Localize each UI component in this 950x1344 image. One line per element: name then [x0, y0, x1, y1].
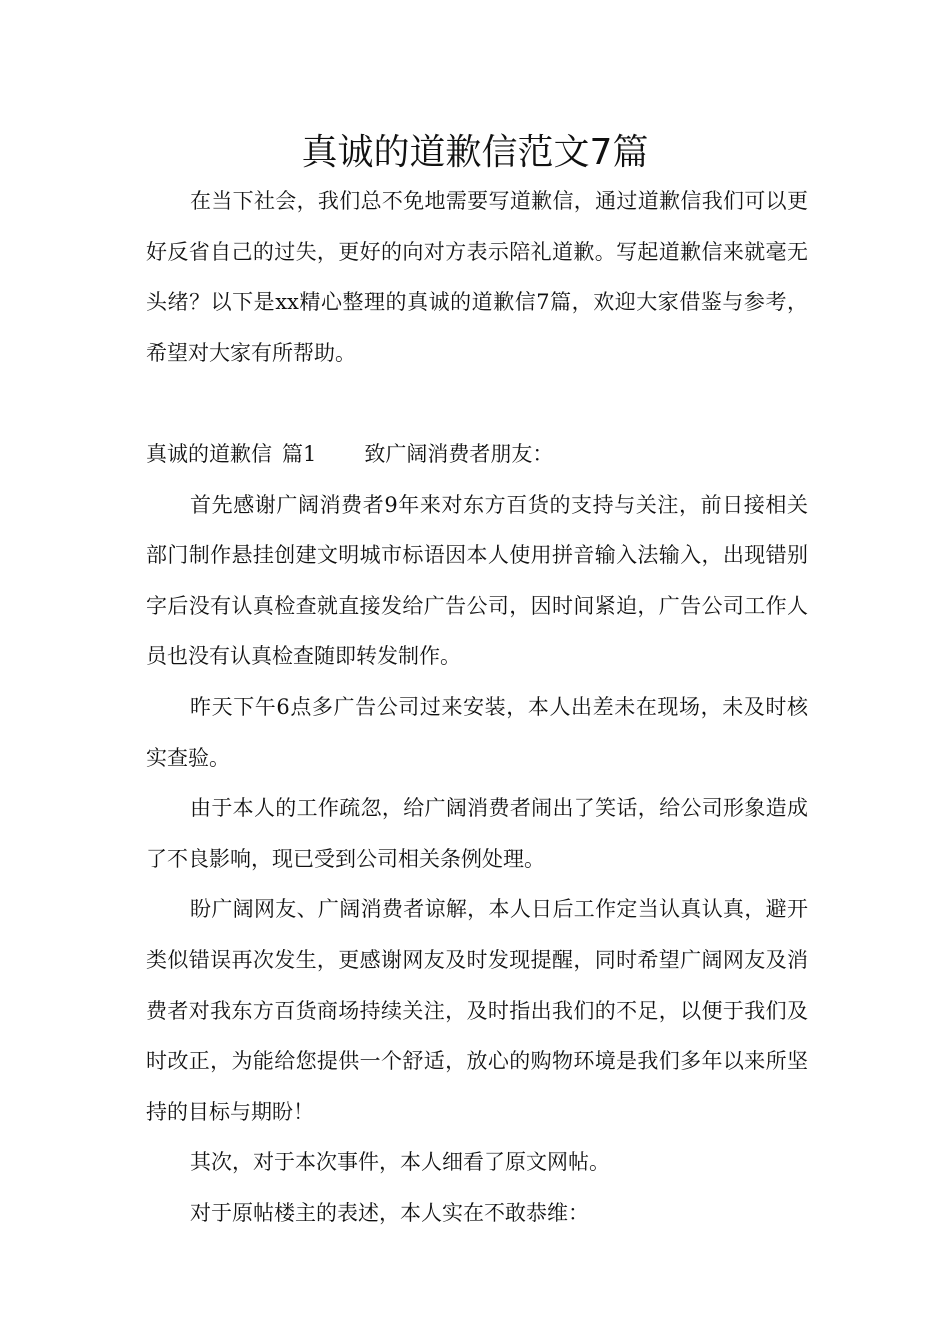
body-paragraph-4: 盼广阔网友、广阔消费者谅解，本人日后工作定当认真认真，避开类似错误再次发生，更感谢网友及时发现提醒，同时希望广阔网友及消费者对我东方百货商场持续关注，及时指出我们的不足，以便于我们及时改正，为能给您提供一个舒适，放心的购物环境是我们多年以来所坚持的目标与期盼！ — [146, 897, 808, 1124]
body-paragraph-5: 其次，对于本次事件，本人细看了原文网帖。 — [190, 1150, 610, 1175]
salutation: 致广阔消费者朋友： — [364, 441, 554, 466]
body-paragraph-2: 昨天下午6点多广告公司过来安装，本人出差未在现场，未及时核实查验。 — [146, 694, 808, 770]
body-paragraph-3: 由于本人的工作疏忽，给广阔消费者闹出了笑话，给公司形象造成了不良影响，现已受到公司相关条例处理。 — [146, 796, 808, 871]
section-heading-line — [146, 429, 808, 480]
document-body — [146, 176, 808, 1238]
paragraph-gap — [146, 378, 808, 429]
section-heading: 真诚的道歉信 — [146, 441, 272, 466]
body-paragraph-1: 首先感谢广阔消费者9年来对东方百货的支持与关注，前日接相关部门制作悬挂创建文明城市标语因本人使用拼音输入法输入，出现错别字后没有认真检查就直接发给广告公司，因时间紧迫，广告公司工作人员也没有认真检查随即转发制作。 — [146, 492, 808, 669]
body-paragraph-6: 对于原帖楼主的表述，本人实在不敢恭维： — [190, 1200, 589, 1225]
document-title: 真诚的道歉信范文7篇 — [301, 132, 649, 173]
intro-paragraph: 在当下社会，我们总不免地需要写道歉信，通过道歉信我们可以更好反省自己的过失，更好的向对方表示陪礼道歉。写起道歉信来就毫无头绪？以下是xx精心整理的真诚的道歉信7篇，欢迎大家借鉴与参考，希望对大家有所帮助。 — [146, 189, 808, 365]
section-number: 篇1 — [282, 441, 317, 466]
